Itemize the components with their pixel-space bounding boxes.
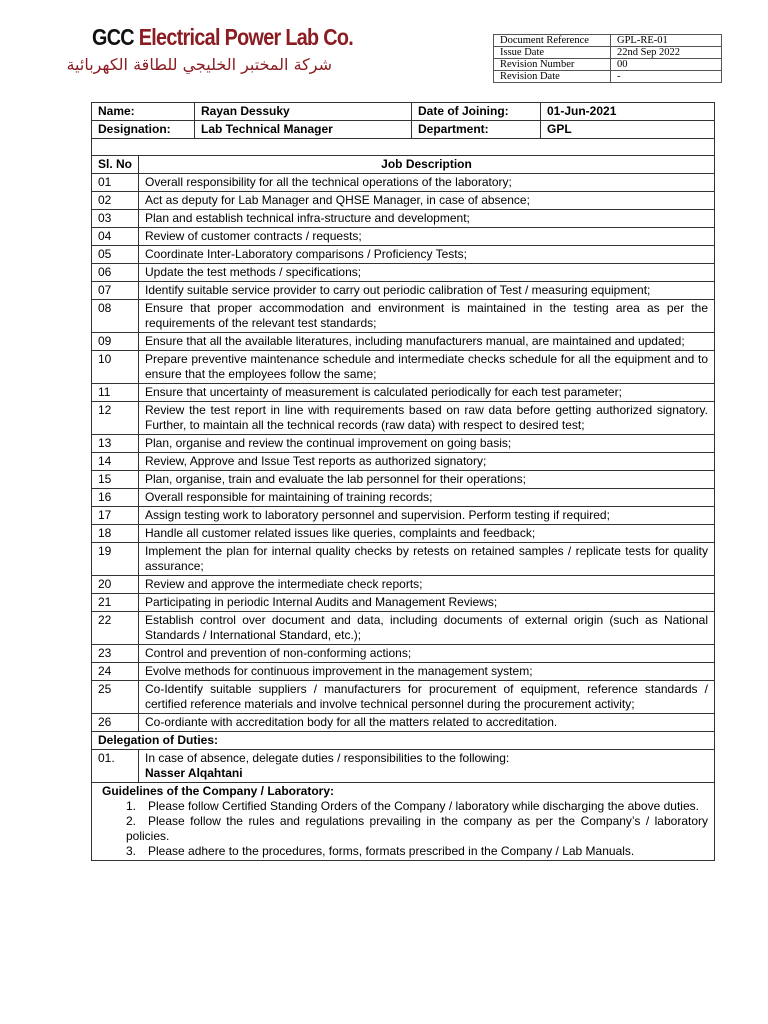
job-text: Control and prevention of non-conforming actions; [139, 645, 715, 663]
doc-ref-label: Revision Number [494, 59, 611, 71]
job-number: 07 [92, 282, 139, 300]
job-row [92, 435, 715, 453]
job-text: Review of customer contracts / requests; [139, 228, 715, 246]
job-number: 25 [92, 681, 139, 714]
designation-value: Lab Technical Manager [195, 121, 412, 139]
doc-ref-row [494, 35, 722, 47]
job-number: 24 [92, 663, 139, 681]
doc-ref-value: GPL-RE-01 [611, 35, 722, 47]
job-row [92, 246, 715, 264]
job-text: Review, Approve and Issue Test reports as authorized signatory; [139, 453, 715, 471]
job-row [92, 576, 715, 594]
sl-no-header: Sl. No [92, 156, 139, 174]
doc-ref-row [494, 47, 722, 59]
employee-row-1 [92, 103, 715, 121]
job-text: Co-ordiante with accreditation body for all the matters related to accreditation. [139, 714, 715, 732]
guideline-text: Please follow the rules and regulations prevailing in the company as per the Company’s / laboratory policies. [126, 814, 708, 843]
job-number: 08 [92, 300, 139, 333]
job-text: Identify suitable service provider to carry out periodic calibration of Test / measuring equipment; [139, 282, 715, 300]
job-text: Co-Identify suitable suppliers / manufacturers for procurement of equipment, reference standards / certified reference materials and involve technical personnel during the procurement activity; [139, 681, 715, 714]
guideline-item [102, 844, 708, 859]
job-row [92, 228, 715, 246]
job-row [92, 300, 715, 333]
job-number: 26 [92, 714, 139, 732]
guideline-item [102, 814, 708, 844]
job-text: Establish control over document and data, including documents of external origin (such as National Standards / International Standard, etc.); [139, 612, 715, 645]
job-row [92, 282, 715, 300]
job-row [92, 453, 715, 471]
job-row [92, 489, 715, 507]
job-text: Plan and establish technical infra-structure and development; [139, 210, 715, 228]
job-number: 16 [92, 489, 139, 507]
guidelines-row [92, 783, 715, 861]
job-row [92, 264, 715, 282]
job-description-form [91, 102, 715, 861]
job-row [92, 402, 715, 435]
logo-company-name: Electrical Power Lab Co. [138, 24, 354, 50]
logo-english [92, 24, 354, 51]
guideline-item [102, 799, 708, 814]
delegation-row [92, 750, 715, 783]
guideline-text: Please follow Certified Standing Orders of the Company / laboratory while discharging the above duties. [148, 799, 699, 813]
job-text: Overall responsible for maintaining of training records; [139, 489, 715, 507]
doj-value: 01-Jun-2021 [541, 103, 715, 121]
job-text: Coordinate Inter-Laboratory comparisons / Proficiency Tests; [139, 246, 715, 264]
department-label: Department: [412, 121, 541, 139]
job-number: 03 [92, 210, 139, 228]
job-number: 09 [92, 333, 139, 351]
doj-label: Date of Joining: [412, 103, 541, 121]
job-number: 17 [92, 507, 139, 525]
job-text: Plan, organise, train and evaluate the lab personnel for their operations; [139, 471, 715, 489]
job-number: 22 [92, 612, 139, 645]
delegation-person: Nasser Alqahtani [145, 766, 243, 780]
job-row [92, 210, 715, 228]
guidelines-title: Guidelines of the Company / Laboratory: [102, 784, 335, 798]
doc-ref-label: Document Reference [494, 35, 611, 47]
job-number: 12 [92, 402, 139, 435]
designation-label: Designation: [92, 121, 195, 139]
doc-ref-row [494, 59, 722, 71]
job-number: 04 [92, 228, 139, 246]
job-row [92, 471, 715, 489]
doc-ref-label: Revision Date [494, 71, 611, 83]
job-row [92, 384, 715, 402]
delegation-number: 01. [92, 750, 139, 783]
logo-arabic: شركة المختبر الخليجي للطاقة الكهربائية [66, 55, 332, 74]
delegation-title: Delegation of Duties: [92, 732, 715, 750]
job-description-header: Job Description [139, 156, 715, 174]
delegation-text: In case of absence, delegate duties / responsibilities to the following: [145, 751, 510, 765]
job-text: Handle all customer related issues like queries, complaints and feedback; [139, 525, 715, 543]
document-reference-table [493, 34, 722, 83]
guidelines-cell [92, 783, 715, 861]
job-number: 14 [92, 453, 139, 471]
job-number: 19 [92, 543, 139, 576]
job-row [92, 192, 715, 210]
job-text: Plan, organise and review the continual improvement on going basis; [139, 435, 715, 453]
job-number: 21 [92, 594, 139, 612]
job-number: 01 [92, 174, 139, 192]
job-row [92, 681, 715, 714]
job-number: 11 [92, 384, 139, 402]
job-row [92, 612, 715, 645]
job-number: 06 [92, 264, 139, 282]
job-number: 02 [92, 192, 139, 210]
jobs-header-row [92, 156, 715, 174]
job-row [92, 351, 715, 384]
guideline-number: 1. [126, 799, 137, 813]
job-row [92, 174, 715, 192]
job-text: Overall responsibility for all the technical operations of the laboratory; [139, 174, 715, 192]
logo-gcc: GCC [92, 24, 134, 50]
job-text: Participating in periodic Internal Audits and Management Reviews; [139, 594, 715, 612]
job-text: Review the test report in line with requirements based on raw data before getting authorized signatory. Further, to maintain all the technical records (raw data) with respect to desired test; [139, 402, 715, 435]
job-number: 05 [92, 246, 139, 264]
job-text: Ensure that all the available literatures, including manufacturers manual, are maintained and updated; [139, 333, 715, 351]
job-row [92, 525, 715, 543]
job-text: Ensure that uncertainty of measurement is calculated periodically for each test parameter; [139, 384, 715, 402]
job-row [92, 333, 715, 351]
job-number: 10 [92, 351, 139, 384]
doc-ref-value: 22nd Sep 2022 [611, 47, 722, 59]
doc-ref-label: Issue Date [494, 47, 611, 59]
doc-ref-value: 00 [611, 59, 722, 71]
job-number: 20 [92, 576, 139, 594]
company-logo [66, 24, 354, 74]
job-text: Evolve methods for continuous improvement in the management system; [139, 663, 715, 681]
job-row [92, 645, 715, 663]
job-row [92, 594, 715, 612]
employee-row-2 [92, 121, 715, 139]
department-value: GPL [541, 121, 715, 139]
delegation-title-row [92, 732, 715, 750]
guideline-number: 2. [126, 814, 137, 828]
job-number: 13 [92, 435, 139, 453]
job-text: Ensure that proper accommodation and environment is maintained in the testing area as per the requirements of the relevant test standards; [139, 300, 715, 333]
delegation-cell [139, 750, 715, 783]
job-text: Review and approve the intermediate check reports; [139, 576, 715, 594]
job-number: 18 [92, 525, 139, 543]
job-row [92, 543, 715, 576]
job-text: Prepare preventive maintenance schedule and intermediate checks schedule for all the equipment and to ensure that the employees follow the same; [139, 351, 715, 384]
job-text: Update the test methods / specifications; [139, 264, 715, 282]
doc-ref-row [494, 71, 722, 83]
spacer-row [92, 139, 715, 156]
job-number: 15 [92, 471, 139, 489]
job-row [92, 714, 715, 732]
doc-ref-value: - [611, 71, 722, 83]
job-text: Act as deputy for Lab Manager and QHSE Manager, in case of absence; [139, 192, 715, 210]
name-value: Rayan Dessuky [195, 103, 412, 121]
job-text: Implement the plan for internal quality checks by retests on retained samples / replicate tests for quality assurance; [139, 543, 715, 576]
guideline-text: Please adhere to the procedures, forms, formats prescribed in the Company / Lab Manuals. [148, 844, 635, 858]
name-label: Name: [92, 103, 195, 121]
job-row [92, 663, 715, 681]
job-text: Assign testing work to laboratory personnel and supervision. Perform testing if required; [139, 507, 715, 525]
guideline-number: 3. [126, 844, 137, 858]
job-number: 23 [92, 645, 139, 663]
job-row [92, 507, 715, 525]
